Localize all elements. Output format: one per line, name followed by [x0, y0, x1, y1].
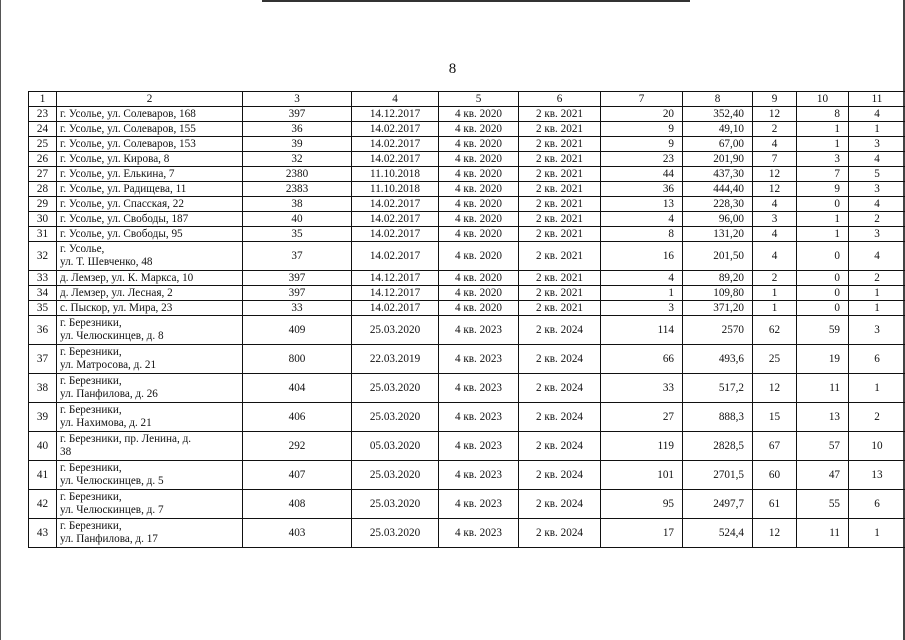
col8-cell: 371,20: [683, 301, 753, 316]
col9-cell: 4: [753, 197, 797, 212]
address-line: г. Усолье, ул. Спасская, 22: [60, 197, 184, 210]
table-row: [29, 403, 905, 432]
address-cell: [57, 271, 243, 286]
col9-cell: 12: [753, 519, 797, 548]
col8-cell: 96,00: [683, 212, 753, 227]
col11-cell: 4: [849, 242, 905, 271]
header-cell: 5: [439, 92, 519, 107]
col3-cell: 37: [243, 242, 352, 271]
row-number: 43: [29, 519, 57, 548]
col10-cell: 59: [797, 316, 849, 345]
col3-cell: 800: [243, 345, 352, 374]
address-line: с. Пыскор, ул. Мира, 23: [60, 301, 173, 314]
col4-date-cell: 14.02.2017: [352, 212, 439, 227]
col11-cell: 3: [849, 137, 905, 152]
col4-date-cell: 14.02.2017: [352, 227, 439, 242]
col3-cell: 32: [243, 152, 352, 167]
row-number: 23: [29, 107, 57, 122]
table-row: [29, 345, 905, 374]
col9-cell: 61: [753, 490, 797, 519]
col4-date-cell: 25.03.2020: [352, 519, 439, 548]
col7-cell: 3: [601, 301, 683, 316]
address-line: г. Усолье, ул. Солеваров, 155: [60, 122, 196, 135]
address-cell: [57, 182, 243, 197]
col3-cell: 40: [243, 212, 352, 227]
header-cell: 1: [29, 92, 57, 107]
col10-cell: 11: [797, 374, 849, 403]
col5-quarter-cell: 4 кв. 2023: [439, 316, 519, 345]
address-cell: [57, 242, 243, 271]
col9-cell: 12: [753, 182, 797, 197]
col11-cell: 2: [849, 212, 905, 227]
col5-quarter-cell: 4 кв. 2020: [439, 182, 519, 197]
col7-cell: 119: [601, 432, 683, 461]
col4-date-cell: 25.03.2020: [352, 490, 439, 519]
address-line: г. Усолье, ул. Кирова, 8: [60, 152, 170, 165]
col8-cell: 352,40: [683, 107, 753, 122]
col10-cell: 47: [797, 461, 849, 490]
col3-cell: 36: [243, 122, 352, 137]
col5-quarter-cell: 4 кв. 2020: [439, 122, 519, 137]
table-row: [29, 519, 905, 548]
table-row: [29, 490, 905, 519]
col5-quarter-cell: 4 кв. 2023: [439, 374, 519, 403]
col10-cell: 19: [797, 345, 849, 374]
col6-quarter-cell: 2 кв. 2021: [519, 227, 601, 242]
col11-cell: 1: [849, 122, 905, 137]
col4-date-cell: 14.02.2017: [352, 197, 439, 212]
table-row: [29, 182, 905, 197]
row-number: 41: [29, 461, 57, 490]
table-row: [29, 197, 905, 212]
row-number: 26: [29, 152, 57, 167]
col3-cell: 39: [243, 137, 352, 152]
register-table-body: [29, 92, 905, 548]
col8-cell: 517,2: [683, 374, 753, 403]
col7-cell: 16: [601, 242, 683, 271]
col4-date-cell: 14.12.2017: [352, 271, 439, 286]
col4-date-cell: 14.02.2017: [352, 301, 439, 316]
col9-cell: 1: [753, 301, 797, 316]
col8-cell: 228,30: [683, 197, 753, 212]
col6-quarter-cell: 2 кв. 2021: [519, 286, 601, 301]
col5-quarter-cell: 4 кв. 2020: [439, 242, 519, 271]
col4-date-cell: 14.12.2017: [352, 107, 439, 122]
address-line: ул. Челюскинцев, д. 5: [60, 475, 164, 487]
table-row: [29, 227, 905, 242]
col10-cell: 11: [797, 519, 849, 548]
address-cell: [57, 316, 243, 345]
address-cell: [57, 286, 243, 301]
address-line: г. Усолье, ул. Елькина, 7: [60, 167, 175, 180]
col4-date-cell: 05.03.2020: [352, 432, 439, 461]
col7-cell: 13: [601, 197, 683, 212]
col7-cell: 17: [601, 519, 683, 548]
address-cell: [57, 212, 243, 227]
col3-cell: 408: [243, 490, 352, 519]
row-number: 36: [29, 316, 57, 345]
col4-date-cell: 14.02.2017: [352, 242, 439, 271]
col6-quarter-cell: 2 кв. 2021: [519, 182, 601, 197]
address-line: г. Березники, пр. Ленина, д.: [60, 433, 192, 445]
address-cell: [57, 432, 243, 461]
col5-quarter-cell: 4 кв. 2020: [439, 137, 519, 152]
page-number: 8: [448, 61, 457, 77]
top-rule: [262, 0, 690, 2]
col7-cell: 4: [601, 271, 683, 286]
col6-quarter-cell: 2 кв. 2024: [519, 316, 601, 345]
address-cell: [57, 490, 243, 519]
col9-cell: 4: [753, 242, 797, 271]
address-line: г. Березники,: [60, 346, 122, 358]
col3-cell: 409: [243, 316, 352, 345]
row-number: 38: [29, 374, 57, 403]
col11-cell: 2: [849, 271, 905, 286]
col11-cell: 4: [849, 197, 905, 212]
address-cell: [57, 107, 243, 122]
col10-cell: 55: [797, 490, 849, 519]
address-cell: [57, 122, 243, 137]
col7-cell: 9: [601, 122, 683, 137]
col11-cell: 3: [849, 316, 905, 345]
col10-cell: 1: [797, 212, 849, 227]
address-line: г. Березники,: [60, 491, 122, 503]
col9-cell: 62: [753, 316, 797, 345]
col8-cell: 2828,5: [683, 432, 753, 461]
header-cell: 7: [601, 92, 683, 107]
col4-date-cell: 11.10.2018: [352, 182, 439, 197]
col4-date-cell: 25.03.2020: [352, 374, 439, 403]
col3-cell: 33: [243, 301, 352, 316]
col5-quarter-cell: 4 кв. 2023: [439, 345, 519, 374]
col8-cell: 437,30: [683, 167, 753, 182]
col8-cell: 444,40: [683, 182, 753, 197]
address-line: г. Березники,: [60, 404, 122, 416]
address-line: ул. Челюскинцев, д. 8: [60, 330, 164, 342]
row-number: 28: [29, 182, 57, 197]
col11-cell: 5: [849, 167, 905, 182]
table-row: [29, 432, 905, 461]
col9-cell: 2: [753, 122, 797, 137]
col7-cell: 66: [601, 345, 683, 374]
table-row: [29, 122, 905, 137]
header-cell: 2: [57, 92, 243, 107]
col3-cell: 397: [243, 271, 352, 286]
col11-cell: 1: [849, 519, 905, 548]
row-number: 40: [29, 432, 57, 461]
table-row: [29, 137, 905, 152]
col11-cell: 13: [849, 461, 905, 490]
col8-cell: 2570: [683, 316, 753, 345]
scan-edge-left: [0, 0, 1, 640]
col6-quarter-cell: 2 кв. 2024: [519, 461, 601, 490]
address-line: ул. Панфилова, д. 26: [60, 388, 158, 400]
address-cell: [57, 227, 243, 242]
table-row: [29, 461, 905, 490]
col9-cell: 60: [753, 461, 797, 490]
address-line: ул. Т. Шевченко, 48: [60, 256, 153, 268]
address-cell: [57, 519, 243, 548]
table-row: [29, 316, 905, 345]
row-number: 24: [29, 122, 57, 137]
header-cell: 11: [849, 92, 905, 107]
table-row: [29, 107, 905, 122]
address-line: д. Лемзер, ул. Лесная, 2: [60, 286, 173, 299]
table-row: [29, 242, 905, 271]
col5-quarter-cell: 4 кв. 2020: [439, 152, 519, 167]
table-row: [29, 212, 905, 227]
col7-cell: 36: [601, 182, 683, 197]
col6-quarter-cell: 2 кв. 2024: [519, 345, 601, 374]
col3-cell: 292: [243, 432, 352, 461]
col11-cell: 1: [849, 374, 905, 403]
col5-quarter-cell: 4 кв. 2020: [439, 227, 519, 242]
address-line: 38: [60, 446, 72, 458]
col3-cell: 38: [243, 197, 352, 212]
col3-cell: 404: [243, 374, 352, 403]
col11-cell: 1: [849, 286, 905, 301]
col3-cell: 403: [243, 519, 352, 548]
col7-cell: 27: [601, 403, 683, 432]
col10-cell: 0: [797, 301, 849, 316]
col3-cell: 407: [243, 461, 352, 490]
col6-quarter-cell: 2 кв. 2021: [519, 107, 601, 122]
col6-quarter-cell: 2 кв. 2024: [519, 374, 601, 403]
col10-cell: 9: [797, 182, 849, 197]
col11-cell: 1: [849, 301, 905, 316]
col6-quarter-cell: 2 кв. 2021: [519, 212, 601, 227]
address-cell: [57, 137, 243, 152]
col9-cell: 15: [753, 403, 797, 432]
address-cell: [57, 167, 243, 182]
address-line: г. Березники,: [60, 375, 122, 387]
row-number: 33: [29, 271, 57, 286]
header-cell: 8: [683, 92, 753, 107]
col9-cell: 12: [753, 107, 797, 122]
col11-cell: 4: [849, 152, 905, 167]
col11-cell: 10: [849, 432, 905, 461]
col5-quarter-cell: 4 кв. 2020: [439, 301, 519, 316]
address-line: г. Усолье, ул. Радищева, 11: [60, 182, 187, 195]
header-cell: 10: [797, 92, 849, 107]
col8-cell: 201,90: [683, 152, 753, 167]
col8-cell: 2701,5: [683, 461, 753, 490]
table-row: [29, 152, 905, 167]
address-cell: [57, 374, 243, 403]
col5-quarter-cell: 4 кв. 2023: [439, 490, 519, 519]
col9-cell: 12: [753, 374, 797, 403]
col7-cell: 9: [601, 137, 683, 152]
col11-cell: 6: [849, 345, 905, 374]
address-line: д. Лемзер, ул. К. Маркса, 10: [60, 271, 194, 284]
row-number: 37: [29, 345, 57, 374]
col7-cell: 23: [601, 152, 683, 167]
col6-quarter-cell: 2 кв. 2021: [519, 242, 601, 271]
col9-cell: 25: [753, 345, 797, 374]
col9-cell: 3: [753, 212, 797, 227]
col4-date-cell: 14.02.2017: [352, 137, 439, 152]
col10-cell: 0: [797, 242, 849, 271]
address-line: ул. Челюскинцев, д. 7: [60, 504, 164, 516]
col3-cell: 2380: [243, 167, 352, 182]
row-number: 30: [29, 212, 57, 227]
col9-cell: 4: [753, 227, 797, 242]
col11-cell: 3: [849, 227, 905, 242]
col10-cell: 0: [797, 271, 849, 286]
address-cell: [57, 197, 243, 212]
col7-cell: 4: [601, 212, 683, 227]
row-number: 25: [29, 137, 57, 152]
col5-quarter-cell: 4 кв. 2020: [439, 167, 519, 182]
col5-quarter-cell: 4 кв. 2020: [439, 271, 519, 286]
col4-date-cell: 25.03.2020: [352, 403, 439, 432]
col6-quarter-cell: 2 кв. 2021: [519, 152, 601, 167]
col7-cell: 114: [601, 316, 683, 345]
col6-quarter-cell: 2 кв. 2021: [519, 271, 601, 286]
address-line: ул. Матросова, д. 21: [60, 359, 157, 371]
address-cell: [57, 301, 243, 316]
row-number: 35: [29, 301, 57, 316]
address-cell: [57, 345, 243, 374]
col6-quarter-cell: 2 кв. 2021: [519, 167, 601, 182]
col10-cell: 8: [797, 107, 849, 122]
col7-cell: 44: [601, 167, 683, 182]
row-number: 32: [29, 242, 57, 271]
col8-cell: 201,50: [683, 242, 753, 271]
table-row: [29, 374, 905, 403]
col10-cell: 13: [797, 403, 849, 432]
col4-date-cell: 22.03.2019: [352, 345, 439, 374]
col7-cell: 8: [601, 227, 683, 242]
row-number: 29: [29, 197, 57, 212]
col3-cell: 397: [243, 107, 352, 122]
col6-quarter-cell: 2 кв. 2024: [519, 519, 601, 548]
col10-cell: 0: [797, 286, 849, 301]
address-cell: [57, 152, 243, 167]
col4-date-cell: 14.02.2017: [352, 122, 439, 137]
col7-cell: 101: [601, 461, 683, 490]
address-line: г. Усолье, ул. Свободы, 187: [60, 212, 189, 225]
col4-date-cell: 11.10.2018: [352, 167, 439, 182]
col11-cell: 4: [849, 107, 905, 122]
col8-cell: 67,00: [683, 137, 753, 152]
col10-cell: 0: [797, 197, 849, 212]
col3-cell: 406: [243, 403, 352, 432]
col6-quarter-cell: 2 кв. 2024: [519, 432, 601, 461]
table-row: [29, 286, 905, 301]
col7-cell: 95: [601, 490, 683, 519]
col4-date-cell: 25.03.2020: [352, 461, 439, 490]
address-line: г. Усолье, ул. Солеваров, 153: [60, 137, 196, 150]
col10-cell: 57: [797, 432, 849, 461]
col6-quarter-cell: 2 кв. 2021: [519, 122, 601, 137]
col8-cell: 2497,7: [683, 490, 753, 519]
col5-quarter-cell: 4 кв. 2020: [439, 107, 519, 122]
col5-quarter-cell: 4 кв. 2020: [439, 212, 519, 227]
address-line: ул. Панфилова, д. 17: [60, 533, 158, 545]
address-line: г. Березники,: [60, 462, 122, 474]
col9-cell: 1: [753, 286, 797, 301]
col6-quarter-cell: 2 кв. 2021: [519, 197, 601, 212]
table-row: [29, 167, 905, 182]
table-row: [29, 271, 905, 286]
col7-cell: 33: [601, 374, 683, 403]
header-cell: 3: [243, 92, 352, 107]
address-line: г. Березники,: [60, 317, 122, 329]
row-number: 34: [29, 286, 57, 301]
header-row: [29, 92, 905, 107]
col7-cell: 20: [601, 107, 683, 122]
col4-date-cell: 25.03.2020: [352, 316, 439, 345]
row-number: 31: [29, 227, 57, 242]
col10-cell: 3: [797, 152, 849, 167]
col11-cell: 6: [849, 490, 905, 519]
col5-quarter-cell: 4 кв. 2023: [439, 432, 519, 461]
col5-quarter-cell: 4 кв. 2023: [439, 403, 519, 432]
address-cell: [57, 461, 243, 490]
register-table: [28, 91, 905, 548]
col8-cell: 131,20: [683, 227, 753, 242]
col9-cell: 12: [753, 167, 797, 182]
col3-cell: 397: [243, 286, 352, 301]
col9-cell: 4: [753, 137, 797, 152]
col10-cell: 7: [797, 167, 849, 182]
col8-cell: 888,3: [683, 403, 753, 432]
address-line: г. Усолье, ул. Свободы, 95: [60, 227, 183, 240]
col8-cell: 524,4: [683, 519, 753, 548]
table-row: [29, 301, 905, 316]
col3-cell: 2383: [243, 182, 352, 197]
col10-cell: 1: [797, 227, 849, 242]
col5-quarter-cell: 4 кв. 2020: [439, 197, 519, 212]
col6-quarter-cell: 2 кв. 2021: [519, 301, 601, 316]
header-cell: 4: [352, 92, 439, 107]
address-line: ул. Нахимова, д. 21: [60, 417, 152, 429]
col8-cell: 493,6: [683, 345, 753, 374]
col4-date-cell: 14.12.2017: [352, 286, 439, 301]
col8-cell: 49,10: [683, 122, 753, 137]
col10-cell: 1: [797, 122, 849, 137]
col9-cell: 7: [753, 152, 797, 167]
col9-cell: 67: [753, 432, 797, 461]
col9-cell: 2: [753, 271, 797, 286]
header-cell: 6: [519, 92, 601, 107]
address-cell: [57, 403, 243, 432]
col10-cell: 1: [797, 137, 849, 152]
col6-quarter-cell: 2 кв. 2024: [519, 490, 601, 519]
row-number: 42: [29, 490, 57, 519]
col11-cell: 3: [849, 182, 905, 197]
row-number: 27: [29, 167, 57, 182]
col3-cell: 35: [243, 227, 352, 242]
col6-quarter-cell: 2 кв. 2024: [519, 403, 601, 432]
row-number: 39: [29, 403, 57, 432]
col5-quarter-cell: 4 кв. 2023: [439, 519, 519, 548]
col7-cell: 1: [601, 286, 683, 301]
address-line: г. Усолье, ул. Солеваров, 168: [60, 107, 196, 120]
col5-quarter-cell: 4 кв. 2023: [439, 461, 519, 490]
address-line: г. Березники,: [60, 520, 122, 532]
header-cell: 9: [753, 92, 797, 107]
col6-quarter-cell: 2 кв. 2021: [519, 137, 601, 152]
col11-cell: 2: [849, 403, 905, 432]
address-line: г. Усолье,: [60, 243, 105, 255]
col8-cell: 109,80: [683, 286, 753, 301]
col4-date-cell: 14.02.2017: [352, 152, 439, 167]
col5-quarter-cell: 4 кв. 2020: [439, 286, 519, 301]
col8-cell: 89,20: [683, 271, 753, 286]
